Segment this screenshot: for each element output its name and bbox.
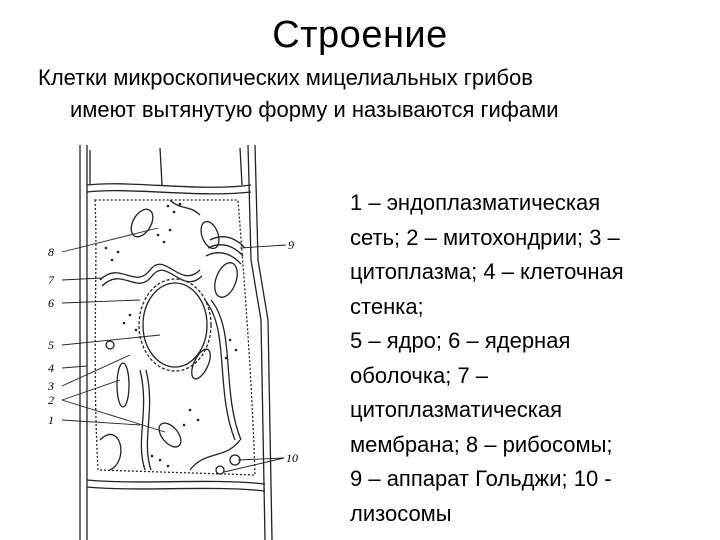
legend-line: цитоплазма; 4 – клеточная [350,259,624,284]
leader-line-2a [62,380,120,400]
leader-line-3 [62,355,130,386]
ribosomes [105,203,238,468]
legend-line: оболочка; 7 – [350,362,489,388]
septum-top [87,184,251,188]
slide-title: Строение [272,14,448,56]
label-4: 4 [48,361,54,375]
subtitle-line-2: имеют вытянутую форму и называются гифами [70,97,559,122]
legend-line: 1 – эндоплазматическая [350,190,601,215]
legend-line: цитоплазматическая [350,397,562,422]
legend-line: 5 – ядро; 6 – ядерная [350,328,571,353]
slide-subtitle [38,62,698,126]
cytoplasmic-membrane [95,200,255,475]
hypha-cell-diagram [40,140,340,540]
legend-line: 9 – аппарат Гольджи; 10 - [350,466,612,491]
label-1: 1 [48,413,54,427]
leader-line-8 [62,228,158,252]
label-3: 3 [48,379,54,393]
legend-line: сеть; 2 – митохондрии; 3 – [350,224,620,250]
leader-line-7 [62,278,102,280]
label-5: 5 [48,338,54,352]
legend-line: лизосомы [350,500,452,526]
label-6: 6 [48,296,54,310]
subtitle-line-1: Клетки микроскопических мицелиальных грибов [38,65,533,90]
label-8: 8 [48,245,54,259]
legend-text [350,186,700,531]
nucleus [143,283,207,367]
label-2: 2 [48,393,54,407]
leader-line-4 [62,366,87,368]
leader-line-9 [240,245,286,248]
nuclear-envelope [139,279,211,371]
legend-line: мембрана; 8 – рибосомы; [350,431,613,457]
label-7: 7 [48,273,54,287]
leader-line-6 [62,300,140,303]
label-10: 10 [286,451,298,465]
septum-bottom [87,480,265,484]
label-9: 9 [288,238,294,252]
mitochondrion [127,206,158,241]
legend-line: стенка; [350,293,424,319]
